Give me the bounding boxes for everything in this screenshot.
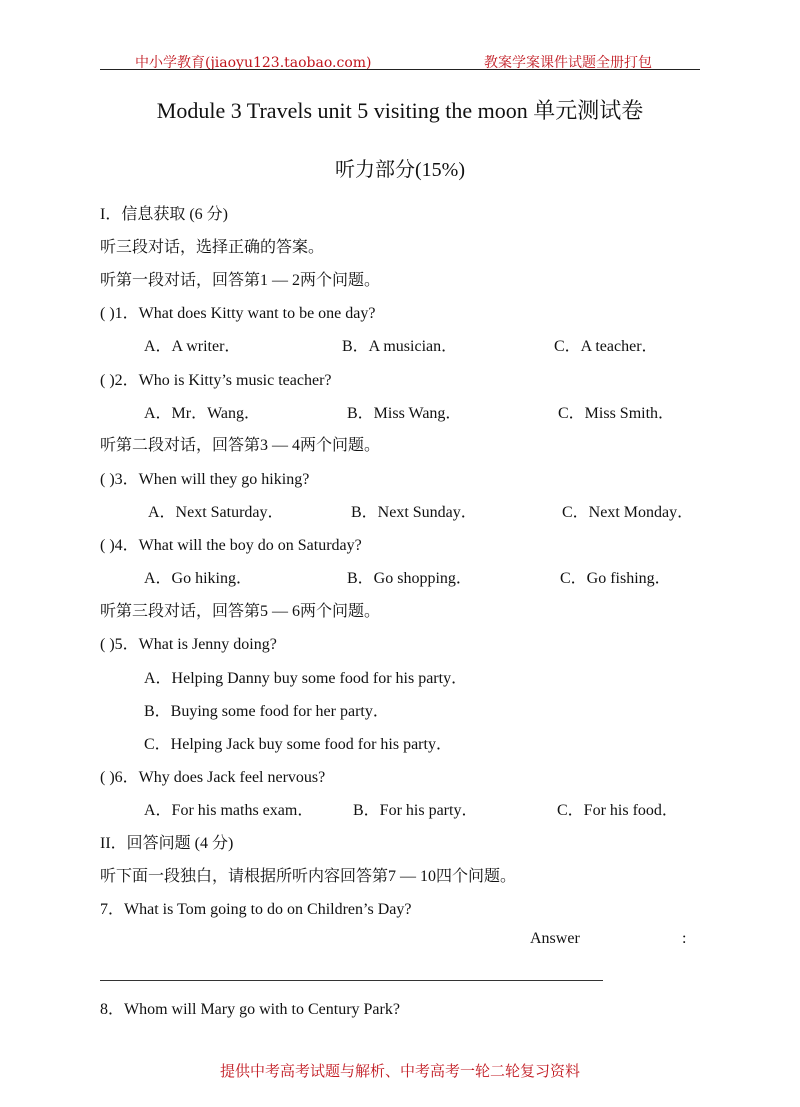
q6-option-c: C．For his food．: [557, 802, 678, 819]
section2-heading: II．回答问题 (4 分): [100, 835, 234, 852]
q5-option-c: C．Helping Jack buy some food for his party．: [144, 736, 452, 753]
q2-option-c: C．Miss Smith．: [558, 405, 675, 422]
answer-line: [100, 980, 603, 981]
answer-colon: :: [682, 930, 687, 947]
q4-option-b: B．Go shopping．: [347, 570, 472, 587]
question-1: ( )1．What does Kitty want to be one day?: [100, 305, 376, 322]
q4-option-c: C．Go fishing．: [560, 570, 671, 587]
q6-option-a: A．For his maths exam．: [144, 802, 314, 819]
question-6: ( )6．Why does Jack feel nervous?: [100, 769, 326, 786]
q3-option-b: B．Next Sunday．: [351, 504, 477, 521]
question-5: ( )5．What is Jenny doing?: [100, 636, 277, 653]
q6-option-b: B．For his party．: [353, 802, 478, 819]
section1-heading: I．信息获取 (6 分): [100, 206, 228, 223]
header-left-text: 中小学教育(jiaoyu123.taobao.com): [135, 55, 372, 71]
answer-label: Answer: [530, 930, 580, 947]
question-8: 8．Whom will Mary go with to Century Park?: [100, 1001, 400, 1018]
dialogue3-instruction: 听第三段对话，回答第5 — 6两个问题。: [100, 603, 381, 620]
q3-option-c: C．Next Monday．: [562, 504, 694, 521]
header-divider: [100, 69, 700, 70]
q2-option-a: A．Mr．Wang．: [144, 405, 261, 422]
dialogue2-instruction: 听第二段对话，回答第3 — 4两个问题。: [100, 437, 381, 454]
section1-instruction: 听三段对话，选择正确的答案。: [100, 239, 325, 256]
question-3: ( )3．When will they go hiking?: [100, 471, 310, 488]
q1-option-c: C．A teacher．: [554, 338, 658, 355]
q2-option-b: B．Miss Wang．: [347, 405, 462, 422]
question-2: ( )2．Who is Kitty’s music teacher?: [100, 372, 332, 389]
header-right-text: 教案学案课件试题全册打包: [484, 55, 652, 71]
dialogue1-instruction: 听第一段对话，回答第1 — 2两个问题。: [100, 272, 381, 289]
page-subtitle: 听力部分(15%): [335, 159, 465, 181]
q1-option-b: B．A musician．: [342, 338, 458, 355]
question-7: 7．What is Tom going to do on Children’s Day?: [100, 901, 412, 918]
section2-instruction: 听下面一段独白，请根据所听内容回答第7 — 10四个问题。: [100, 868, 517, 885]
page-title: Module 3 Travels unit 5 visiting the moon 单元测试卷: [156, 98, 644, 123]
q1-option-a: A．A writer．: [144, 338, 241, 355]
q4-option-a: A．Go hiking．: [144, 570, 253, 587]
footer-text: 提供中考高考试题与解析、中考高考一轮二轮复习资料: [219, 1062, 580, 1080]
q3-option-a: A．Next Saturday．: [148, 504, 284, 521]
question-4: ( )4．What will the boy do on Saturday?: [100, 537, 362, 554]
q5-option-b: B．Buying some food for her party．: [144, 703, 389, 720]
q5-option-a: A．Helping Danny buy some food for his party．: [144, 670, 468, 687]
